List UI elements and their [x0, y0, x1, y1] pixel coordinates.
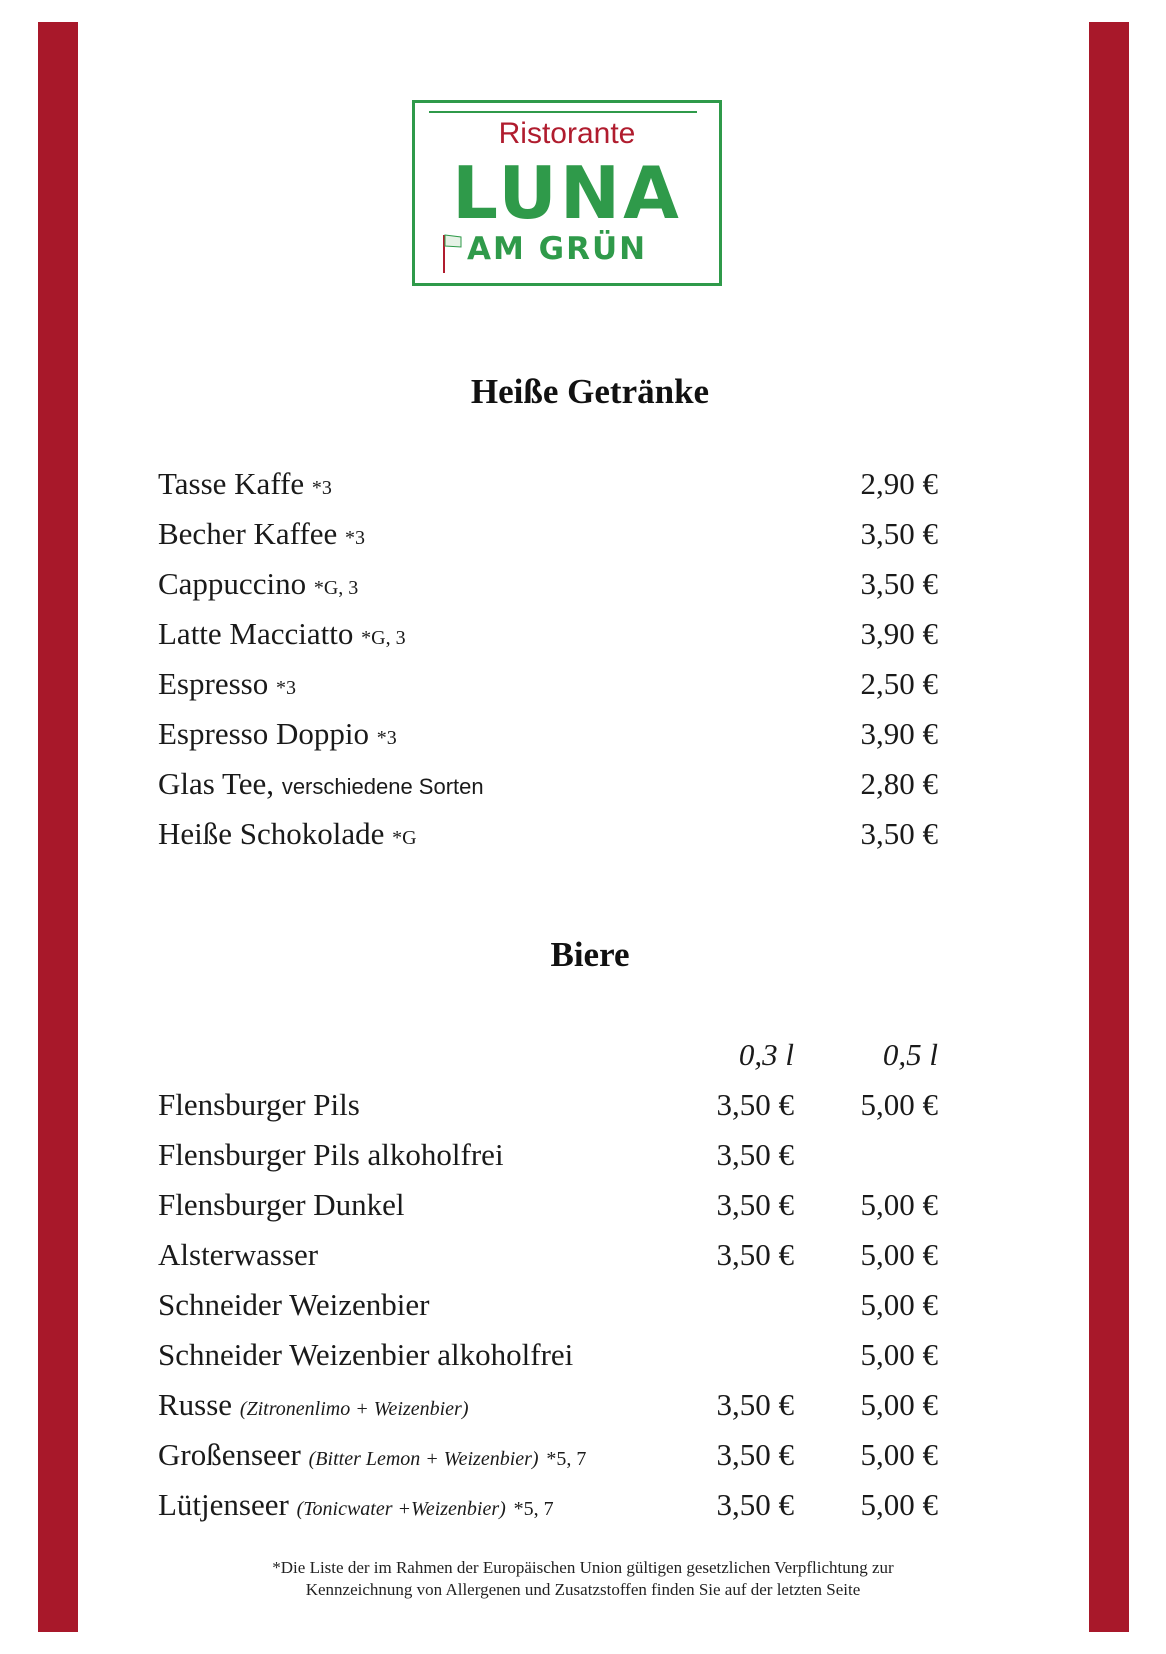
restaurant-logo — [412, 100, 722, 286]
item-name — [158, 1087, 360, 1123]
price-small: 3,50 € — [716, 1137, 794, 1172]
size-large-label: 0,5 l — [882, 1037, 938, 1072]
right-red-border — [1089, 22, 1129, 1632]
item-title: Glas Tee, — [158, 766, 275, 801]
item-note: *3 — [275, 677, 296, 699]
item-price: 3,90 € — [860, 616, 938, 651]
item-name — [158, 1187, 405, 1223]
item-name — [158, 766, 484, 802]
item-price: 2,80 € — [860, 766, 938, 801]
beers-title: Biere — [550, 935, 630, 974]
left-red-border — [38, 22, 78, 1632]
footnote-line-1: *Die Liste der im Rahmen der Europäischen Union gültigen gesetzlichen Verpflichtung zur — [272, 1558, 894, 1577]
item-title: Flensburger Dunkel — [158, 1187, 405, 1222]
item-price: 2,90 € — [860, 466, 938, 501]
beer-item-row — [158, 1087, 938, 1127]
item-note: *3 — [311, 477, 332, 499]
item-price: 3,50 € — [860, 816, 938, 851]
menu-item-row — [158, 666, 938, 706]
beer-item-row — [158, 1337, 938, 1377]
item-name — [158, 1337, 573, 1373]
menu-item-row — [158, 816, 938, 856]
price-large: 5,00 € — [860, 1287, 938, 1322]
item-price: 3,90 € — [860, 716, 938, 751]
golf-flag-icon — [441, 231, 463, 277]
beer-item-row — [158, 1187, 938, 1227]
item-title: Heiße Schokolade — [158, 816, 385, 851]
item-note: *3 — [376, 727, 397, 749]
menu-item-row — [158, 466, 938, 506]
item-name — [158, 616, 406, 652]
price-small: 3,50 € — [716, 1387, 794, 1422]
item-note: (Bitter Lemon + Weizenbier) — [308, 1448, 539, 1470]
item-note: *G — [392, 827, 417, 849]
item-name — [158, 1137, 504, 1173]
item-allergens: *5, 7 — [513, 1498, 554, 1520]
item-title: Russe — [158, 1387, 233, 1422]
beer-item-row — [158, 1237, 938, 1277]
item-note: (Tonicwater +Weizenbier) — [296, 1498, 506, 1520]
item-title: Espresso — [158, 666, 269, 701]
item-note: (Zitronenlimo + Weizenbier) — [239, 1398, 469, 1420]
item-title: Großenseer — [158, 1437, 301, 1472]
price-large: 5,00 € — [860, 1437, 938, 1472]
item-name — [158, 716, 397, 752]
price-large: 5,00 € — [860, 1237, 938, 1272]
item-title: Flensburger Pils alkoholfrei — [158, 1137, 504, 1172]
item-price: 3,50 € — [860, 566, 938, 601]
item-price: 2,50 € — [860, 666, 938, 701]
price-large: 5,00 € — [860, 1487, 938, 1522]
menu-item-row — [158, 716, 938, 756]
price-small: 3,50 € — [716, 1187, 794, 1222]
logo-top-line — [429, 111, 697, 113]
logo-ristorante: Ristorante — [498, 117, 636, 150]
hot-drinks-title: Heiße Getränke — [470, 372, 710, 411]
item-note: *3 — [345, 527, 366, 549]
item-name — [158, 1487, 554, 1523]
item-price: 3,50 € — [860, 516, 938, 551]
logo-am-gruen: AM GRÜN — [467, 231, 648, 267]
beer-size-header — [158, 1037, 938, 1077]
item-title: Tasse Kaffe — [158, 466, 305, 501]
footnote-line-2: Kennzeichnung von Allergenen und Zusatzstoffen finden Sie auf der letzten Seite — [305, 1580, 861, 1599]
beer-item-row — [158, 1487, 938, 1527]
beer-item-row — [158, 1387, 938, 1427]
item-title: Flensburger Pils — [158, 1087, 360, 1122]
item-name — [158, 466, 332, 502]
item-allergens: *5, 7 — [546, 1448, 587, 1470]
item-title: Schneider Weizenbier — [158, 1287, 430, 1322]
beer-item-row — [158, 1287, 938, 1327]
size-small-label: 0,3 l — [738, 1037, 794, 1072]
price-small: 3,50 € — [716, 1237, 794, 1272]
menu-item-row — [158, 766, 938, 806]
item-title: Alsterwasser — [158, 1237, 319, 1272]
price-large: 5,00 € — [860, 1187, 938, 1222]
menu-item-row — [158, 616, 938, 656]
item-title: Becher Kaffee — [158, 516, 338, 551]
item-title: Latte Macciatto — [158, 616, 354, 651]
item-title: Cappuccino — [158, 566, 307, 601]
item-name — [158, 1437, 586, 1473]
price-small: 3,50 € — [716, 1487, 794, 1522]
item-note: verschiedene Sorten — [281, 774, 484, 799]
beer-item-row — [158, 1437, 938, 1477]
item-title: Schneider Weizenbier alkoholfrei — [158, 1337, 574, 1372]
beer-item-row — [158, 1137, 938, 1177]
item-note: *G, 3 — [313, 577, 359, 599]
item-name — [158, 666, 296, 702]
price-large: 5,00 € — [860, 1387, 938, 1422]
item-note: *G, 3 — [361, 627, 406, 649]
item-name — [158, 1287, 430, 1323]
item-name — [158, 1387, 469, 1423]
price-large: 5,00 € — [860, 1087, 938, 1122]
item-name — [158, 566, 358, 602]
price-small: 3,50 € — [716, 1087, 794, 1122]
item-title: Lütjenseer — [158, 1487, 289, 1522]
price-large: 5,00 € — [860, 1337, 938, 1372]
item-name — [158, 1237, 318, 1273]
item-name — [158, 816, 417, 852]
item-title: Espresso Doppio — [158, 716, 369, 751]
menu-item-row — [158, 566, 938, 606]
menu-item-row — [158, 516, 938, 556]
allergen-footnote — [0, 1557, 1166, 1601]
logo-luna: LUNA — [452, 151, 682, 235]
price-small: 3,50 € — [716, 1437, 794, 1472]
item-name — [158, 516, 365, 552]
